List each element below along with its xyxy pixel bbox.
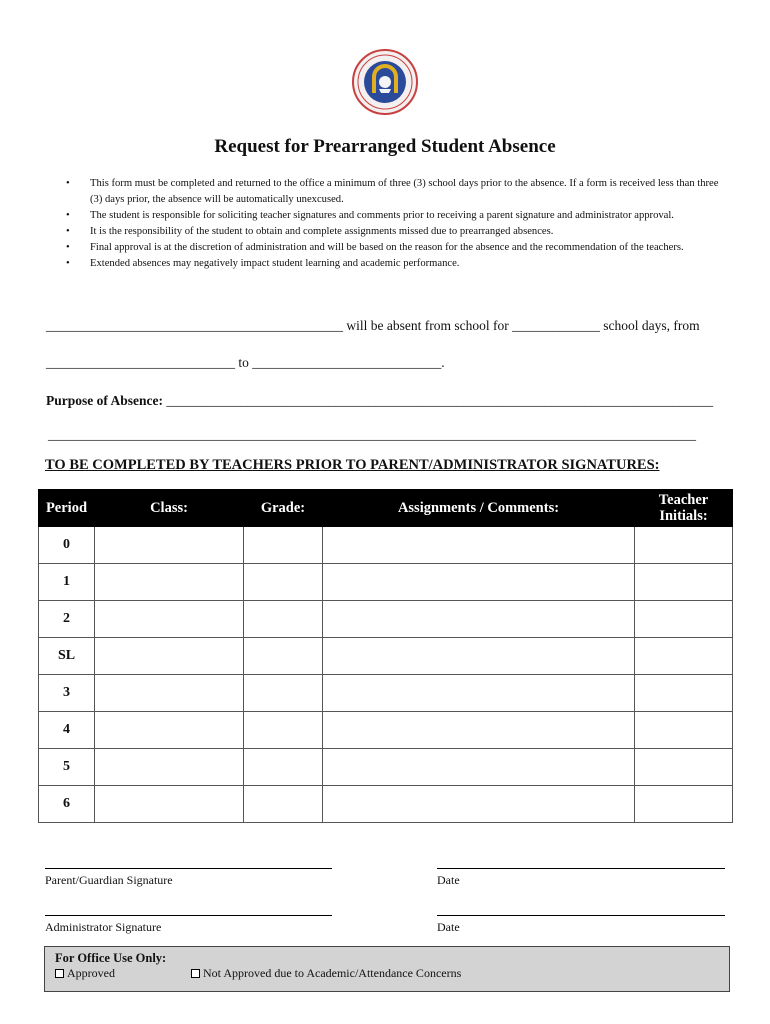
initials-cell[interactable] [635,712,733,749]
table-header-row [39,490,733,527]
class-cell[interactable] [95,712,244,749]
list-item: • Final approval is at the discretion of administration and will be based on the reason for the absence and the recommendation of the teachers. [62,240,722,256]
purpose-label: Purpose of Absence: [46,393,163,408]
class-cell[interactable] [95,749,244,786]
initials-cell[interactable] [635,749,733,786]
column-header-grade: Grade: [244,490,323,527]
initials-cell[interactable] [635,564,733,601]
class-cell[interactable] [95,675,244,712]
grade-cell[interactable] [244,564,323,601]
table-row [39,749,733,786]
table-row [39,712,733,749]
comments-cell[interactable] [323,675,635,712]
column-header-assignments: Assignments / Comments: [323,490,635,527]
period-cell: 2 [39,601,95,638]
student-absence-line[interactable]: ____________________________________________ will be absent from school for _____________ school days, from [46,318,700,333]
grade-cell[interactable] [244,675,323,712]
approved-label: Approved [67,966,115,980]
parent-date-label: Date [437,873,460,887]
table-row [39,601,733,638]
administrator-signature-label: Administrator Signature [45,920,162,934]
parent-signature-label: Parent/Guardian Signature [45,873,173,887]
initials-cell[interactable] [635,675,733,712]
grade-cell[interactable] [244,749,323,786]
period-cell: 5 [39,749,95,786]
initials-cell[interactable] [635,638,733,675]
period-cell: 4 [39,712,95,749]
office-use-box [44,946,730,992]
bullet-icon: • [66,258,70,269]
not-approved-checkbox[interactable] [191,966,461,981]
bullet-icon: • [66,210,70,221]
column-header-teacher-initials: Teacher Initials: [635,490,733,527]
table-row [39,675,733,712]
class-cell[interactable] [95,786,244,823]
checkbox-icon[interactable] [191,969,200,978]
comments-cell[interactable] [323,564,635,601]
table-row [39,638,733,675]
period-cell: 6 [39,786,95,823]
column-header-class: Class: [95,490,244,527]
administrator-date-label: Date [437,920,460,934]
grade-cell[interactable] [244,712,323,749]
class-cell[interactable] [95,564,244,601]
comments-cell[interactable] [323,638,635,675]
table-row [39,564,733,601]
office-use-title: For Office Use Only: [55,951,167,965]
administrator-signature-line[interactable] [45,915,332,916]
grade-cell[interactable] [244,786,323,823]
comments-cell[interactable] [323,601,635,638]
approved-checkbox[interactable] [55,966,115,981]
initials-cell[interactable] [635,786,733,823]
period-cell: SL [39,638,95,675]
parent-signature-line[interactable] [45,868,332,869]
list-item: • The student is responsible for soliciting teacher signatures and comments prior to receiving a parent signature and administrator approval. [62,208,722,224]
grade-cell[interactable] [244,601,323,638]
list-item: • Extended absences may negatively impact student learning and academic performance. [62,256,722,272]
list-item: • It is the responsibility of the student to obtain and complete assignments missed due to prearranged absences. [62,224,722,240]
initials-cell[interactable] [635,527,733,564]
grade-cell[interactable] [244,638,323,675]
table-row [39,786,733,823]
period-cell: 0 [39,527,95,564]
comments-cell[interactable] [323,749,635,786]
purpose-blank[interactable]: _________________________________________________________________________________ [166,393,714,408]
bullet-icon: • [66,178,70,189]
class-cell[interactable] [95,527,244,564]
teacher-assignments-table [38,489,733,823]
comments-cell[interactable] [323,527,635,564]
comments-cell[interactable] [323,712,635,749]
checkbox-icon[interactable] [55,969,64,978]
class-cell[interactable] [95,601,244,638]
page-title: Request for Prearranged Student Absence [214,136,556,157]
initials-cell[interactable] [635,601,733,638]
purpose-of-absence-field[interactable] [46,393,713,409]
instructions-list [62,176,722,272]
period-cell: 1 [39,564,95,601]
teacher-section-heading: TO BE COMPLETED BY TEACHERS PRIOR TO PARENT/ADMINISTRATOR SIGNATURES: [45,457,660,473]
grade-cell[interactable] [244,527,323,564]
purpose-continuation-line[interactable]: ________________________________________________________________________________________________ [48,427,696,442]
not-approved-label: Not Approved due to Academic/Attendance Concerns [203,966,462,980]
parent-date-line[interactable] [437,868,725,869]
column-header-period: Period [39,490,95,527]
class-cell[interactable] [95,638,244,675]
bullet-icon: • [66,242,70,253]
comments-cell[interactable] [323,786,635,823]
table-row [39,527,733,564]
school-seal-logo [352,49,418,115]
list-item: • This form must be completed and returned to the office a minimum of three (3) school days prior to the absence. If a form is received less than three (3) days prior, the absence will be automatically unexcused. [66,178,719,205]
period-cell: 3 [39,675,95,712]
bullet-icon: • [66,226,70,237]
administrator-date-line[interactable] [437,915,725,916]
absence-date-range-line[interactable]: ____________________________ to ____________________________. [46,355,445,370]
